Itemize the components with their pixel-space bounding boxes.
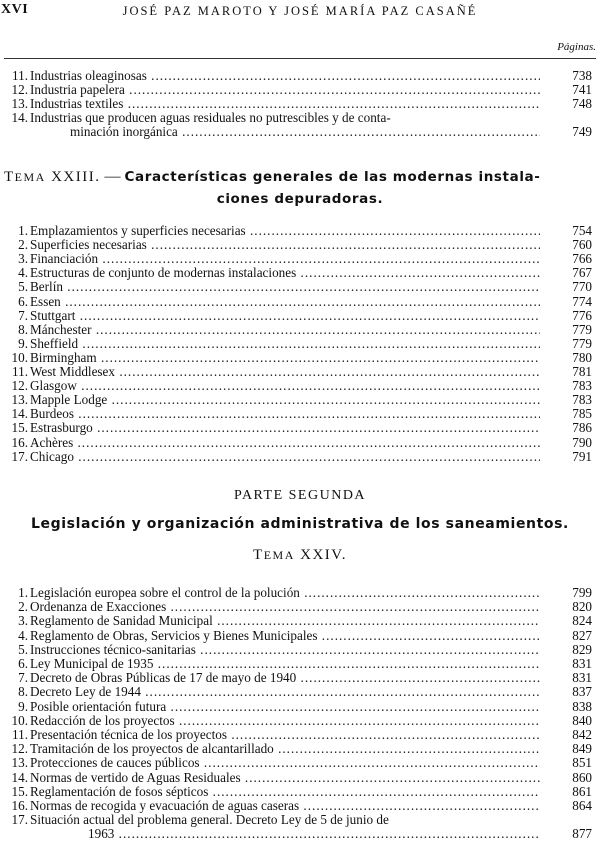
entry-text: Financiación ..... — [30, 252, 540, 266]
entry-page: 824 — [572, 613, 592, 629]
entry-text: Reglamento de Sanidad Municipal ..... — [30, 614, 540, 628]
entry-text: Legislación europea sobre el control de la polución ..... — [30, 586, 540, 600]
entry-text: Emplazamientos y superficies necesarias ..... — [30, 224, 540, 238]
entry-number: 14. — [11, 406, 28, 422]
entry-number: 11. — [12, 364, 28, 379]
entry-text: Essen ..... — [30, 295, 540, 309]
entry-page: 749 — [572, 124, 592, 139]
entry-text: Achères ..... — [30, 436, 540, 450]
entry-page: 860 — [572, 769, 592, 785]
entry-number: 4. — [18, 627, 28, 643]
entry-text: Mánchester ..... — [30, 323, 540, 337]
entry-text: Presentación técnica de los proyectos ..... — [30, 728, 540, 742]
entry-number: 3. — [18, 251, 28, 267]
entry-number: 11. — [12, 727, 28, 742]
entry-text: Industrias textiles ..... — [30, 97, 540, 111]
entry-page: 779 — [572, 335, 592, 351]
entry-page: 831 — [572, 670, 592, 686]
entry-text: Estructuras de conjunto de modernas instalaciones ..... — [30, 266, 540, 280]
entry-page: 783 — [572, 378, 592, 394]
entry-text: Decreto de Obras Públicas de 17 de mayo de 1940 ..... — [30, 671, 540, 685]
entry-page: 791 — [572, 448, 592, 464]
entry-number: 10. — [11, 712, 28, 728]
entry-text-continuation: minación inorgánica ..... — [70, 125, 540, 139]
tema-23-label: TEMA XXIII. — [4, 169, 101, 185]
entry-number: 13. — [11, 96, 28, 111]
entry-page: 829 — [572, 641, 592, 657]
entry-number: 5. — [18, 641, 28, 657]
entry-text: Stuttgart ..... — [30, 309, 540, 323]
entry-page: 851 — [572, 755, 592, 771]
tema-23-title-line2: ciones depuradoras. — [216, 191, 384, 207]
parte-heading: PARTE SEGUNDA — [233, 488, 367, 503]
entry-page: 774 — [572, 293, 592, 309]
entry-number: 16. — [11, 798, 28, 813]
entry-number: 14. — [11, 110, 28, 125]
entry-page: 767 — [572, 265, 592, 281]
entry-number: 9. — [18, 698, 28, 714]
entry-number: 14. — [11, 769, 28, 785]
tema-23-title-line1: Características generales de las modernas instala- — [124, 169, 541, 185]
entry-text: Ordenanza de Exacciones ..... — [30, 600, 540, 614]
entry-page: 840 — [572, 712, 592, 728]
entry-page: 748 — [572, 96, 592, 111]
entry-page: 781 — [572, 364, 592, 379]
entry-page: 738 — [572, 68, 592, 83]
entry-text: Burdeos ..... — [30, 407, 540, 421]
entry-page: 785 — [572, 406, 592, 422]
tema-24-heading — [0, 546, 600, 564]
entry-number: 15. — [11, 783, 28, 799]
entry-page: 779 — [572, 321, 592, 337]
entry-text: Reglamentación de fosos sépticos ..... — [30, 785, 540, 799]
entry-page: 760 — [572, 237, 592, 253]
entry-page: 741 — [572, 82, 592, 97]
entry-number: 2. — [18, 237, 28, 253]
entry-number: 9. — [18, 335, 28, 351]
entry-text: Industria papelera ..... — [30, 83, 540, 97]
entry-number: 16. — [11, 434, 28, 450]
entry-text: Normas de recogida y evacuación de aguas caseras ..... — [30, 799, 540, 813]
entry-page: 799 — [572, 585, 592, 600]
entry-page: 754 — [572, 223, 592, 238]
entry-text: Tramitación de los proyectos de alcantarillado ..... — [30, 742, 540, 756]
entry-text: Sheffield ..... — [30, 337, 540, 351]
entry-page: 837 — [572, 684, 592, 700]
entry-number: 10. — [11, 349, 28, 365]
entry-number: 8. — [18, 684, 28, 700]
entry-number: 12. — [11, 741, 28, 757]
entry-page: 842 — [572, 727, 592, 742]
entry-page: 831 — [572, 656, 592, 671]
entry-text: Situación actual del problema general. Decreto Ley de 5 de junio de — [30, 812, 389, 828]
entry-text: Ley Municipal de 1935 ..... — [30, 657, 540, 671]
entry-page: 877 — [572, 826, 592, 842]
entry-number: 1. — [18, 585, 28, 600]
tema-24-label: TEMA XXIV. — [253, 547, 347, 563]
divider — [4, 58, 596, 59]
entry-number: 8. — [18, 321, 28, 337]
entry-text: Glasgow ..... — [30, 379, 540, 393]
entry-page: 780 — [572, 349, 592, 365]
entry-number: 17. — [11, 812, 28, 828]
entry-number: 12. — [11, 378, 28, 394]
entry-number: 7. — [18, 307, 28, 323]
entry-text: Estrasburgo ..... — [30, 421, 540, 435]
entry-page: 864 — [572, 798, 592, 813]
entry-text: Reglamento de Obras, Servicios y Bienes Municipales ..... — [30, 629, 540, 643]
entry-text: Decreto Ley de 1944 ..... — [30, 685, 540, 699]
running-title: JOSÉ PAZ MAROTO Y JOSÉ MARÍA PAZ CASAÑÉ — [122, 4, 478, 18]
tema-dash: — — [104, 168, 121, 185]
entry-number: 5. — [18, 279, 28, 295]
entry-text: Protecciones de cauces públicos ..... — [30, 756, 540, 770]
entry-page: 786 — [572, 420, 592, 436]
entry-text: Industrias oleaginosas ..... — [30, 69, 540, 83]
entry-page: 820 — [572, 599, 592, 615]
entry-number: 12. — [11, 82, 28, 97]
entry-page: 861 — [572, 783, 592, 799]
entry-page: 766 — [572, 251, 592, 267]
entry-number: 4. — [18, 265, 28, 281]
entry-text: Mapple Lodge ..... — [30, 393, 540, 407]
entry-number: 11. — [12, 68, 28, 83]
entry-text: Redacción de los proyectos ..... — [30, 714, 540, 728]
entry-number: 15. — [11, 420, 28, 436]
pages-column-label: Páginas. — [557, 41, 596, 53]
entry-page: 783 — [572, 392, 592, 408]
entry-number: 17. — [11, 448, 28, 464]
entry-number: 6. — [18, 656, 28, 671]
parte-title-wrap — [0, 515, 600, 533]
entry-page: 827 — [572, 627, 592, 643]
entry-text: Berlín ..... — [30, 280, 540, 294]
entry-page: 776 — [572, 307, 592, 323]
entry-text: Posible orientación futura ..... — [30, 700, 540, 714]
entry-page: 849 — [572, 741, 592, 757]
entry-text: West Middlesex ..... — [30, 365, 540, 379]
entry-page: 838 — [572, 698, 592, 714]
page-header — [0, 2, 600, 24]
entry-number: 2. — [18, 599, 28, 615]
entry-page: 790 — [572, 434, 592, 450]
entry-number: 13. — [11, 755, 28, 771]
entry-text: Superficies necesarias ..... — [30, 238, 540, 252]
entry-number: 1. — [18, 223, 28, 238]
entry-text: Instrucciones técnico-sanitarias ..... — [30, 643, 540, 657]
entry-text: Industrias que producen aguas residuales no putrescibles y de conta- — [30, 110, 391, 125]
parte-title: Legislación y organización administrativa de los saneamientos. — [31, 516, 569, 532]
entry-page: 770 — [572, 279, 592, 295]
entry-text: Chicago ..... — [30, 450, 540, 464]
entry-text: Normas de vertido de Aguas Residuales ..... — [30, 771, 540, 785]
entry-number: 7. — [18, 670, 28, 686]
entry-number: 6. — [18, 293, 28, 309]
entry-text-continuation: 1963 ..... — [88, 827, 540, 841]
entry-number: 3. — [18, 613, 28, 629]
entry-text: Birmingham ..... — [30, 351, 540, 365]
page-number: XVI — [1, 2, 29, 17]
entry-number: 13. — [11, 392, 28, 408]
